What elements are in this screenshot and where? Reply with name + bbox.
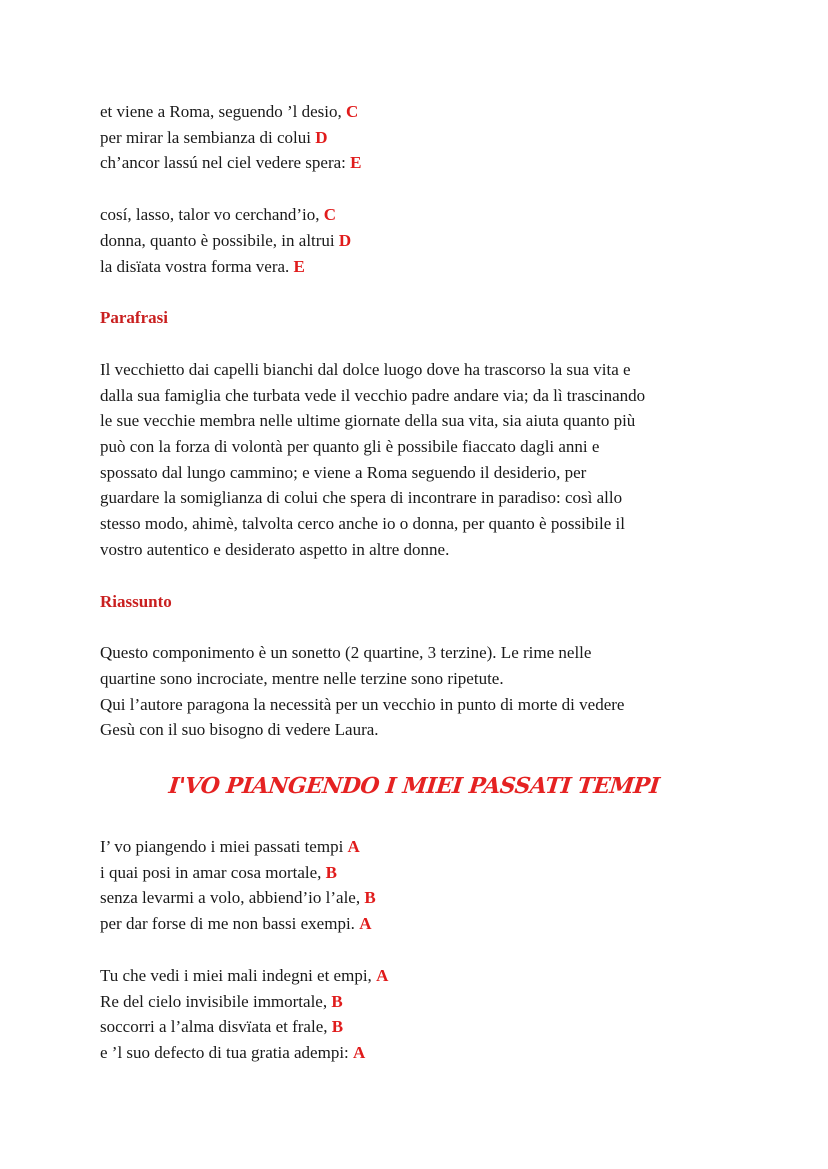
verse-line: e ’l suo defecto di tua gratia adempi: A — [100, 1042, 366, 1062]
verse-line: et viene a Roma, seguendo ’l desio, C — [100, 102, 359, 121]
verse-line: cosí, lasso, talor vo cerchand’io, C — [100, 205, 337, 225]
rhyme-letter: D — [338, 230, 352, 250]
rhyme-letter: A — [353, 1042, 366, 1062]
rhyme-letter: B — [364, 888, 376, 908]
paragraph-line: vostro autentico e desiderato aspetto in altre donne. — [100, 539, 450, 559]
parafrasi-paragraph — [100, 357, 740, 563]
rhyme-letter: B — [331, 991, 343, 1011]
rhyme-letter: A — [359, 914, 372, 934]
verse-line: Re del cielo invisibile immortale, B — [100, 991, 343, 1011]
rhyme-letter: A — [376, 965, 389, 985]
paragraph-line: guardare la somiglianza di colui che spera di incontrare in paradiso: così allo — [100, 488, 623, 508]
paragraph-line: Il vecchietto dai capelli bianchi dal dolce luogo dove ha trascorso la sua vita e — [100, 359, 631, 379]
verse-line: per mirar la sembianza di colui D — [100, 127, 328, 147]
paragraph-line: può con la forza di volontà per quanto gli è possibile fiaccato dagli anni e — [100, 437, 600, 457]
paragraph-line: stesso modo, ahimè, talvolta cerco anche io o donna, per quanto è possibile il — [100, 514, 625, 534]
document-page — [100, 99, 740, 1066]
riassunto-heading: Riassunto — [100, 591, 172, 611]
verse-line: per dar forse di me non bassi exempi. A — [100, 914, 372, 934]
paragraph-line: le sue vecchie membra nelle ultime giornate della sua vita, sia aiuta quanto più — [100, 411, 636, 431]
poem-title: I'VO PIANGENDO I MIEI PASSATI TEMPI — [167, 773, 661, 800]
paragraph-line: Questo componimento è un sonetto (2 quartine, 3 terzine). Le rime nelle — [100, 643, 592, 663]
rhyme-letter: C — [323, 205, 337, 225]
paragraph-line: quartine sono incrociate, mentre nelle terzine sono ripetute. — [100, 668, 504, 688]
paragraph-line: dalla sua famiglia che turbata vede il vecchio padre andare via; da lì trascinando — [100, 385, 646, 405]
rhyme-letter: D — [315, 127, 328, 147]
paragraph-line: Qui l’autore paragona la necessità per un vecchio in punto di morte di vedere — [100, 694, 625, 714]
verse-line: i quai posi in amar cosa mortale, B — [100, 862, 338, 882]
rhyme-letter: A — [347, 837, 360, 857]
rhyme-letter: B — [325, 862, 338, 882]
verse-line: I’ vo piangendo i miei passati tempi A — [100, 837, 360, 857]
verse-line: la disïata vostra forma vera. E — [100, 256, 305, 276]
riassunto-paragraph — [100, 640, 740, 743]
paragraph-line: Gesù con il suo bisogno di vedere Laura. — [100, 720, 379, 740]
rhyme-letter: E — [350, 153, 362, 173]
stanza-1 — [100, 99, 740, 176]
verse-line: soccorri a l’alma disvïata et frale, B — [100, 1017, 344, 1037]
rhyme-letter: E — [293, 256, 305, 276]
stanza-4 — [100, 963, 740, 1066]
rhyme-letter: B — [331, 1017, 344, 1037]
stanza-3 — [100, 834, 740, 937]
verse-line: senza levarmi a volo, abbiend’io l’ale, B — [100, 888, 376, 908]
paragraph-line: spossato dal lungo cammino; e viene a Roma seguendo il desiderio, per — [100, 462, 587, 482]
verse-line: donna, quanto è possibile, in altrui D — [100, 230, 352, 250]
stanza-2 — [100, 202, 740, 279]
rhyme-letter: C — [345, 102, 359, 121]
verse-line: Tu che vedi i miei mali indegni et empi, A — [100, 965, 389, 985]
parafrasi-heading: Parafrasi — [100, 308, 168, 328]
verse-line: ch’ancor lassú nel ciel vedere spera: E — [100, 153, 362, 173]
